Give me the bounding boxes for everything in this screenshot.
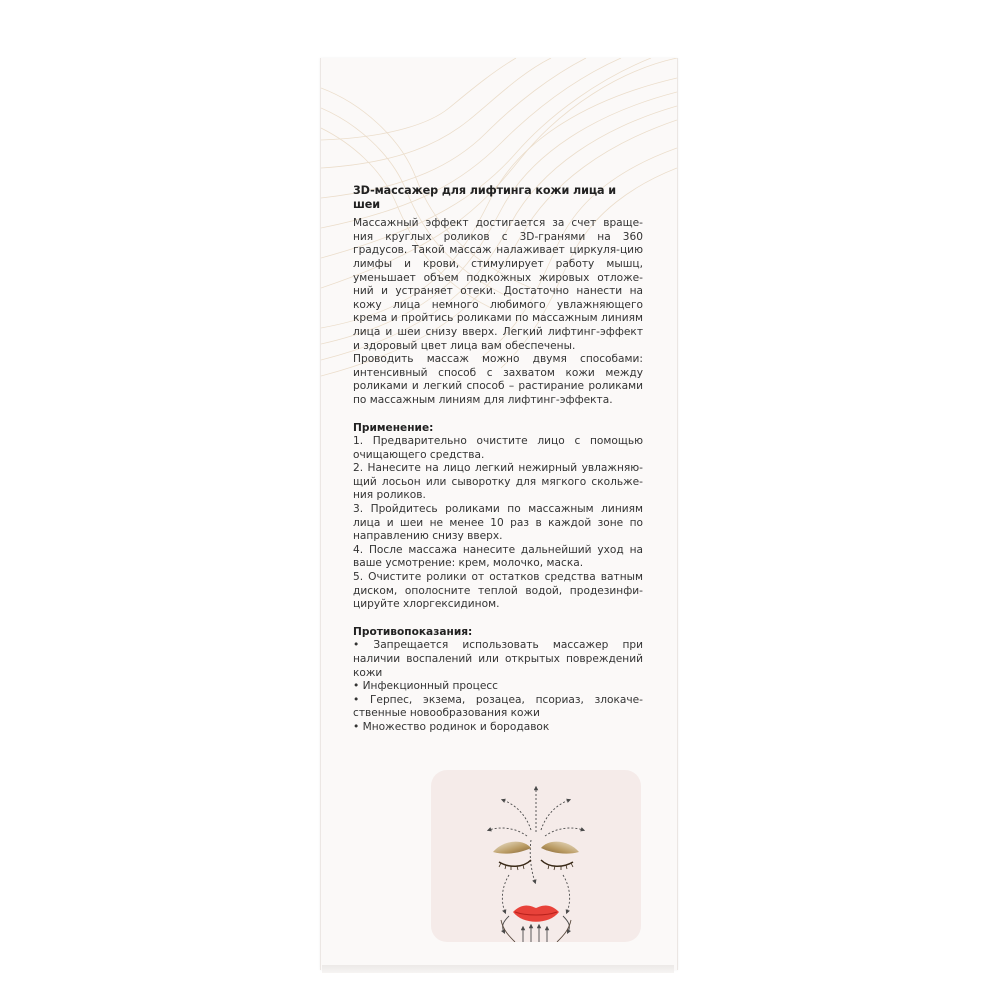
description-paragraph-2: Проводить массаж можно двумя способами: интенсивный способ с захватом кожи между роликами и легкий способ – растирание роликами по массажным линиям для лифтинг-эффекта. bbox=[353, 353, 643, 406]
product-description-text bbox=[353, 184, 643, 735]
contraindications-heading: Противопоказания: bbox=[353, 625, 473, 638]
usage-step: 4. После массажа нанесите дальнейший уход на ваше усмотрение: крем, молочко, маска. bbox=[353, 543, 643, 570]
contraindication-item: • Запрещается использовать массажер при наличии воспалений или открытых повреждений кожи bbox=[353, 639, 643, 679]
box-bottom-edge bbox=[322, 965, 674, 973]
usage-step: 5. Очистите ролики от остатков средства ватным диском, ополосните теплой водой, продезинфи-цируйте хлоргексидином. bbox=[353, 571, 643, 611]
face-massage-illustration bbox=[431, 770, 641, 942]
contraindication-item: • Инфекционный процесс bbox=[353, 680, 498, 693]
product-box-back bbox=[320, 58, 678, 970]
usage-step: 2. Нанесите на лицо легкий нежирный увлажняю-щий лосьон или сыворотку для мягкого скольже-ния роликов. bbox=[353, 462, 643, 502]
contraindication-item: • Множество родинок и бородавок bbox=[353, 720, 550, 733]
description-paragraph-1: Массажный эффект достигается за счет враще-ния круглых роликов с 3D-гранями на 360 градусов. Такой массаж налаживает циркуля-цию лимфы и крови, стимулирует работу мышц, уменьшает объем подкожных жировых отложе-ний и устраняет отеки. Достаточно нанести на кожу лица немного любимого увлажняющего крема и пройтись роликами по массажным линиям лица и шеи снизу вверх. Легкий лифтинг-эффект и здоровый цвет лица вам обеспечены. bbox=[353, 217, 643, 352]
usage-heading: Применение: bbox=[353, 421, 434, 434]
contraindication-item: • Герпес, экзема, розацеа, псориаз, злокаче-ственные новообразования кожи bbox=[353, 693, 643, 720]
face-massage-lines-icon bbox=[431, 770, 641, 942]
usage-step: 1. Предварительно очистите лицо с помощью очищающего средства. bbox=[353, 435, 643, 461]
product-title: 3D-массажер для лифтинга кожи лица и шеи bbox=[353, 184, 616, 211]
usage-step: 3. Пройдитесь роликами по массажным линиям лица и шеи не менее 10 раз в каждой зоне по направлению снизу вверх. bbox=[353, 503, 643, 543]
